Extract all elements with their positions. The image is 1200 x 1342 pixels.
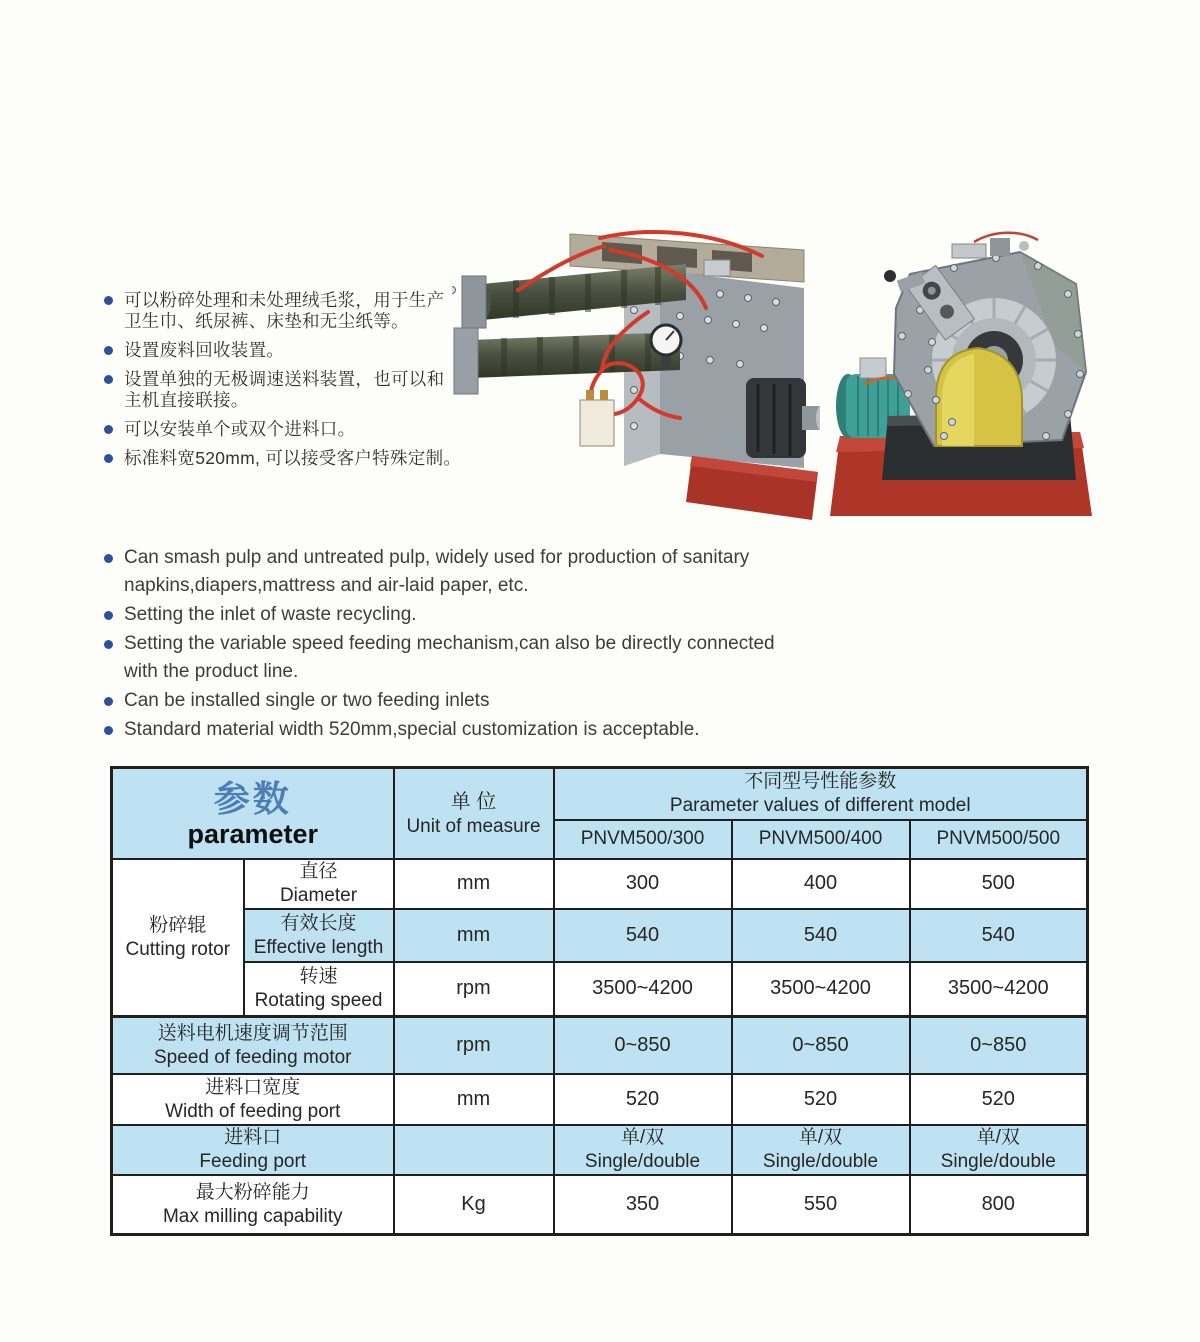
value-en: Single/double — [940, 1151, 1056, 1172]
row-label-rotating-speed — [244, 962, 394, 1017]
value-cell: 3500~4200 — [554, 962, 732, 1017]
value-zh: 单/双 — [976, 1127, 1020, 1148]
value-cell — [732, 1125, 910, 1175]
row-label-en: Diameter — [279, 885, 358, 906]
value-cell: 520 — [732, 1074, 910, 1125]
feature-line: Standard material width 520mm,special customization is acceptable. — [124, 719, 700, 740]
bullet-icon — [104, 697, 113, 706]
feature-line: napkins,diapers,mattress and air-laid paper, etc. — [124, 575, 529, 596]
row-label-zh: 进料口 — [224, 1127, 282, 1148]
value-cell — [554, 1125, 732, 1175]
value-cell: 540 — [732, 909, 910, 962]
feature-line: Can be installed single or two feeding inlets — [124, 690, 490, 711]
feature-item — [104, 544, 844, 600]
row-label-en: Speed of feeding motor — [153, 1046, 352, 1068]
value-cell: 0~850 — [910, 1017, 1088, 1074]
header-models — [554, 768, 1088, 820]
yellow-guard — [936, 348, 1022, 446]
feature-item — [104, 290, 464, 332]
row-label-en: Feeding port — [199, 1151, 307, 1172]
value-cell: 400 — [732, 859, 910, 909]
row-label-max-milling — [112, 1175, 394, 1235]
value-cell: 800 — [910, 1175, 1088, 1235]
feature-item — [104, 340, 464, 361]
header-parameter — [112, 768, 394, 859]
feature-line: 可以安装单个或双个进料口。 — [124, 419, 356, 439]
solenoid-valve — [580, 390, 614, 446]
models-label-zh: 不同型号性能参数 — [744, 771, 897, 793]
value-cell: 520 — [910, 1074, 1088, 1125]
unit-cell: rpm — [394, 962, 554, 1017]
feature-line: 设置单独的无极调速送料装置，也可以和 — [124, 369, 445, 389]
table-title-en: parameter — [187, 818, 319, 849]
row-label-en: Rotating speed — [254, 990, 383, 1012]
feature-item — [104, 687, 844, 715]
value-en: Single/double — [762, 1151, 879, 1172]
row-label-en: Max milling capability — [162, 1205, 343, 1227]
bullet-icon — [104, 375, 113, 384]
bullet-icon — [104, 454, 113, 463]
value-cell: 540 — [554, 909, 732, 962]
row-label-feeding-port-width — [112, 1074, 394, 1125]
value-en: Single/double — [584, 1151, 701, 1172]
row-label-feeding-motor-speed — [112, 1017, 394, 1074]
value-cell: 3500~4200 — [910, 962, 1088, 1017]
row-label-zh: 最大粉碎能力 — [195, 1181, 310, 1203]
bullet-icon — [104, 425, 113, 434]
feature-item — [104, 419, 464, 440]
model-name: PNVM500/500 — [910, 820, 1088, 859]
unit-label-zh: 单 位 — [450, 790, 497, 813]
row-label-zh: 进料口宽度 — [205, 1076, 301, 1098]
value-zh: 单/双 — [620, 1127, 665, 1148]
feature-line: Setting the variable speed feeding mechanism,can also be directly connected — [124, 633, 775, 654]
feature-item — [104, 630, 844, 686]
value-cell — [910, 1125, 1088, 1175]
models-label-en: Parameter values of different model — [669, 795, 971, 817]
row-label-zh: 直径 — [299, 861, 338, 882]
bullet-icon — [104, 611, 113, 620]
model-name: PNVM500/400 — [732, 820, 910, 859]
feature-line: 主机直接联接。 — [124, 390, 249, 410]
row-label-zh: 转速 — [299, 966, 338, 988]
row-group-cutting-rotor — [112, 859, 244, 1017]
feature-line: 卫生巾、纸尿裤、床垫和无尘纸等。 — [124, 311, 409, 331]
row-label-en: Effective length — [253, 936, 384, 958]
bullet-icon — [104, 296, 113, 305]
parameter-table — [110, 766, 1089, 1236]
value-cell: 520 — [554, 1074, 732, 1125]
unit-cell: mm — [394, 1074, 554, 1125]
row-label-effective-length — [244, 909, 394, 962]
unit-cell: mm — [394, 859, 554, 909]
value-cell: 500 — [910, 859, 1088, 909]
table-title-zh: 参数 — [213, 777, 292, 819]
bullet-icon — [104, 346, 113, 355]
row-label-zh: 有效长度 — [280, 912, 357, 934]
unit-label-en: Unit of measure — [406, 815, 541, 837]
features-list-chinese — [104, 290, 464, 477]
feature-line: with the product line. — [124, 661, 299, 682]
bullet-icon — [104, 640, 113, 649]
unit-cell: Kg — [394, 1175, 554, 1235]
machine-photo-end-view — [824, 224, 1098, 526]
feature-item — [104, 601, 844, 629]
machine-photo-side-view — [452, 218, 820, 530]
row-label-feeding-port — [112, 1125, 394, 1175]
group-label-en: Cutting rotor — [125, 938, 231, 960]
row-label-en: Width of feeding port — [165, 1100, 341, 1122]
value-cell: 540 — [910, 909, 1088, 962]
feature-line: 可以粉碎处理和未处理绒毛浆，用于生产 — [124, 290, 445, 310]
unit-cell: mm — [394, 909, 554, 962]
value-zh: 单/双 — [798, 1127, 843, 1148]
bullet-icon — [104, 726, 113, 735]
feature-item — [104, 448, 464, 469]
feature-line: 设置废料回收装置。 — [124, 340, 285, 360]
unit-cell: rpm — [394, 1017, 554, 1074]
value-cell: 550 — [732, 1175, 910, 1235]
feature-line: 标准料宽520mm, 可以接受客户特殊定制。 — [124, 448, 462, 468]
unit-cell — [394, 1125, 554, 1175]
feature-item — [104, 716, 844, 744]
gearbox-and-shaft — [746, 378, 820, 458]
value-cell: 0~850 — [732, 1017, 910, 1074]
row-label-diameter — [244, 859, 394, 909]
value-cell: 0~850 — [554, 1017, 732, 1074]
value-cell: 300 — [554, 859, 732, 909]
feature-line: Can smash pulp and untreated pulp, widely used for production of sanitary — [124, 547, 750, 568]
feature-line: Setting the inlet of waste recycling. — [124, 604, 417, 625]
header-unit — [394, 768, 554, 859]
value-cell: 3500~4200 — [732, 962, 910, 1017]
row-label-zh: 送料电机速度调节范围 — [157, 1022, 348, 1044]
bullet-icon — [104, 554, 113, 563]
value-cell: 350 — [554, 1175, 732, 1235]
feature-item — [104, 369, 464, 411]
model-name: PNVM500/300 — [554, 820, 732, 859]
group-label-zh: 粉碎辊 — [149, 914, 207, 936]
features-list-english — [104, 544, 844, 745]
